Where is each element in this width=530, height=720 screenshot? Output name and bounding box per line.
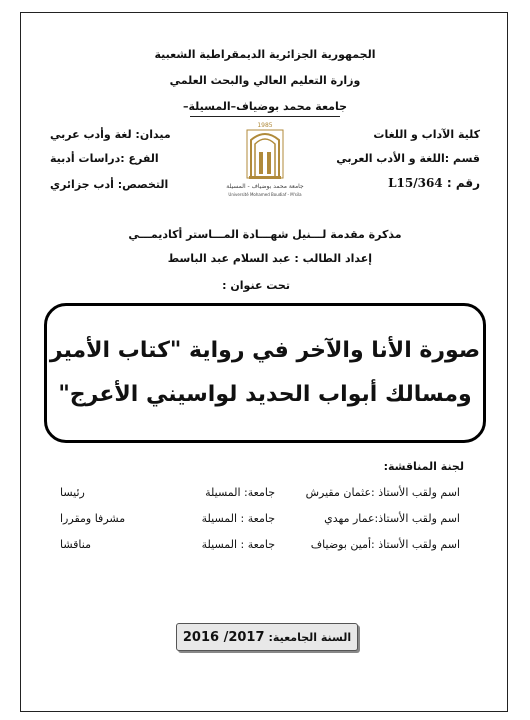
committee-heading: لجنة المناقشة: bbox=[383, 460, 464, 473]
logo-name-ar: جامعة محمد بوضياف - المسيلة bbox=[226, 183, 304, 190]
under-title-line: تحت عنوان : bbox=[222, 279, 290, 292]
committee-member-role: رئيسا bbox=[60, 486, 85, 499]
branch-label: الفرع :دراسات أدبية bbox=[50, 152, 159, 165]
header-underline bbox=[190, 116, 340, 117]
specialty-label: التخصص: أدب جزائري bbox=[50, 178, 169, 191]
title-line-2: ومسالك أبواب الحديد لواسيني الأعرج" bbox=[58, 382, 472, 407]
number-label bbox=[388, 176, 480, 190]
committee-member-role: مشرفا ومقررا bbox=[60, 512, 126, 525]
committee-member-name: اسم ولقب الأستاذ :عثمان مقيرش bbox=[305, 486, 460, 499]
student-line: إعداد الطالب : عبد السلام عبد الباسط bbox=[167, 252, 372, 265]
header-republic: الجمهورية الجزائرية الديمقراطية الشعبية bbox=[154, 48, 376, 61]
committee-member-name: اسم ولقب الأستاذ :أمين بوضياف bbox=[310, 538, 460, 551]
logo-name-fr: Université Mohamed Boudiaf - M'sila bbox=[228, 192, 302, 197]
committee-row bbox=[60, 538, 460, 554]
university-logo-icon bbox=[215, 120, 315, 200]
number-prefix: رقم : bbox=[446, 176, 480, 190]
title-line-1: صورة الأنا والآخر في رواية "كتاب الأمير bbox=[49, 338, 481, 363]
committee-row bbox=[60, 486, 460, 502]
logo-year: 1985 bbox=[257, 122, 273, 129]
memo-line: مذكرة مقدمة لـــنيل شهـــادة المـــاستر أكاديمـــي bbox=[128, 228, 402, 241]
header-ministry: وزارة التعليم العالي والبحث العلمي bbox=[169, 74, 361, 87]
committee-member-university: جامعة: المسيلة bbox=[205, 486, 275, 499]
committee-member-university: جامعة : المسيلة bbox=[201, 538, 275, 551]
department-label: قسم :اللغة و الأدب العربي bbox=[336, 152, 480, 165]
university-logo bbox=[215, 120, 315, 200]
academic-year-value: 2016 /2017 bbox=[182, 629, 265, 645]
header-university: جامعة محمد بوضياف–المسيلة– bbox=[182, 100, 348, 113]
committee-row bbox=[60, 512, 460, 528]
committee-member-university: جامعة : المسيلة bbox=[201, 512, 275, 525]
faculty-label: كلية الآداب و اللغات bbox=[373, 128, 480, 141]
committee-member-role: مناقشا bbox=[60, 538, 91, 551]
academic-year-box bbox=[176, 623, 358, 651]
field-label: ميدان: لغة وأدب عربي bbox=[50, 128, 171, 141]
number-value: L15/364 bbox=[388, 176, 443, 190]
committee-member-name: اسم ولقب الأستاذ:عمار مهدي bbox=[324, 512, 460, 525]
title-box bbox=[44, 303, 486, 443]
academic-year-label: السنة الجامعية: bbox=[268, 630, 352, 644]
